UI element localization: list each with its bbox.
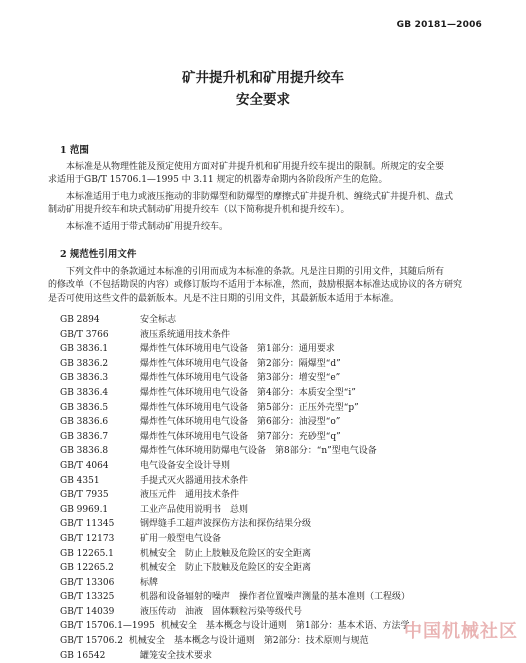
text-line: 制动矿用提升绞车和块式制动矿用提升绞车（以下简称提升机和提升绞车）。 [48,205,350,216]
reference-item [60,313,510,328]
text-line: 本标准是从物理性能及预定使用方面对矿井提升机和矿用提升绞车提出的限制。所规定的安全要 [66,162,445,172]
reference-item [60,342,510,357]
reference-title: 机械安全 防止下肢触及危险区的安全距离 [140,563,312,574]
references-intro-paragraph [48,266,502,306]
reference-code: GB/T 15706.2 [60,636,123,647]
reference-item [60,328,510,343]
reference-item [60,517,510,532]
reference-code: GB/T 15706.1—1995 [60,621,155,632]
standard-number: GB 20181—2006 [396,20,482,30]
reference-title: 爆炸性气体环境用电气设备 第2部分：隔爆型“d” [140,358,341,369]
reference-code: GB/T 4064 [60,460,109,471]
text-line: 的修改单（不包括勘误的内容）或修订版均不适用于本标准，然而，鼓励根据本标准达成协议的各方研究 [48,280,463,291]
reference-title: 罐笼安全技术要求 [140,650,213,661]
reference-title: 爆炸性气体环境用电气设备 第6部分：油浸型“o” [140,417,341,428]
reference-code: GB/T 13325 [60,592,115,603]
reference-title: 电气设备安全设计导则 [140,460,231,471]
reference-code: GB 3836.1 [60,344,109,355]
reference-item [60,401,510,416]
reference-item [60,444,510,459]
reference-item [60,590,510,605]
reference-title: 手提式灭火器通用技术条件 [140,475,249,486]
reference-code: GB 2894 [60,315,100,325]
reference-title: 爆炸性气体环境用电气设备 第4部分：本质安全型“i” [140,387,356,398]
document-title-line-1: 矿井提升机和矿用提升绞车 [182,70,344,86]
reference-code: GB 9969.1 [60,504,109,515]
reference-code: GB 12265.2 [60,563,114,574]
reference-item [60,474,510,489]
reference-title: 机械安全 基本概念与设计通则 第2部分：技术原则与规范 [128,636,369,647]
reference-item [60,357,510,372]
reference-title: 爆炸性气体环境用电气设备 第5部分：正压外壳型“p” [140,402,359,413]
reference-code: GB 3836.6 [60,417,109,428]
reference-code: GB 4351 [60,475,100,486]
reference-title: 机械安全 基本概念与设计通则 第1部分：基本术语、方法学 [160,621,410,632]
reference-code: GB 3836.7 [60,431,109,442]
reference-title: 爆炸性气体环境用防爆电气设备 第8部分：“n”型电气设备 [140,446,377,457]
reference-code: GB/T 11345 [60,519,115,530]
reference-code: GB 3836.5 [60,402,109,413]
text-line: 本标准适用于电力或液压拖动的非防爆型和防爆型的摩擦式矿井提升机、缠绕式矿井提升机、盘式 [66,192,454,202]
reference-title: 钢焊缝手工超声波探伤方法和探伤结果分级 [140,519,312,530]
reference-code: GB/T 3766 [60,329,109,340]
reference-title: 爆炸性气体环境用电气设备 第7部分：充砂型“q” [140,431,341,442]
reference-title: 标牌 [140,577,159,588]
text-line: 下列文件中的条款通过本标准的引用而成为本标准的条款。凡是注日期的引用文件，其随后所有 [66,267,445,277]
reference-item [60,430,510,445]
text-line: 求适用于GB/T 15706.1—1995 中 3.11 规定的机器寿命期内各阶段所产生的危险。 [48,175,388,186]
scope-paragraph-2 [48,191,502,218]
section-heading-normative-references: 2 规范性引用文件 [60,249,137,260]
reference-code: GB 16542 [60,650,106,661]
watermark: 中国机械社区 [404,621,518,642]
reference-title: 液压元件 通用技术条件 [140,490,240,501]
text-line: 是否可使用这些文件的最新版本。凡是不注日期的引用文件，其最新版本适用于本标准。 [48,293,400,304]
reference-title: 爆炸性气体环境用电气设备 第3部分：增安型“e” [140,373,341,384]
reference-title: 工业产品使用说明书 总则 [140,504,249,515]
reference-code: GB 3836.4 [60,387,109,398]
reference-title: 爆炸性气体环境用电气设备 第1部分：通用要求 [140,344,335,355]
reference-code: GB/T 12173 [60,533,115,544]
reference-code: GB/T 14039 [60,606,115,617]
reference-code: GB/T 13306 [60,577,115,588]
reference-item [60,371,510,386]
text-line: 本标准不适用于带式制动矿用提升绞车。 [66,222,229,232]
section-heading-scope: 1 范围 [60,145,89,156]
reference-item [60,488,510,503]
reference-item [60,532,510,547]
scope-paragraph-1 [48,161,502,188]
reference-code: GB 3836.2 [60,358,109,369]
reference-item [60,547,510,562]
reference-code: GB 3836.3 [60,373,109,384]
reference-title: 机器和设备辐射的噪声 操作者位置噪声测量的基本准则（工程级） [140,592,411,603]
reference-list [60,313,510,663]
reference-title: 矿用一般型电气设备 [140,533,222,544]
reference-title: 液压传动 油液 固体颗粒污染等级代号 [140,606,303,617]
scope-paragraph-3 [48,221,502,234]
reference-code: GB 3836.8 [60,446,109,457]
reference-code: GB 12265.1 [60,548,114,559]
reference-item [60,561,510,576]
reference-title: 机械安全 防止上肢触及危险区的安全距离 [140,548,312,559]
document-title-line-2: 安全要求 [236,92,290,108]
reference-item [60,649,510,663]
reference-title: 液压系统通用技术条件 [140,329,231,340]
reference-item [60,576,510,591]
reference-item [60,459,510,474]
reference-code: GB/T 7935 [60,490,109,501]
reference-title: 安全标志 [140,315,177,325]
reference-item [60,503,510,518]
reference-item [60,415,510,430]
reference-item [60,386,510,401]
